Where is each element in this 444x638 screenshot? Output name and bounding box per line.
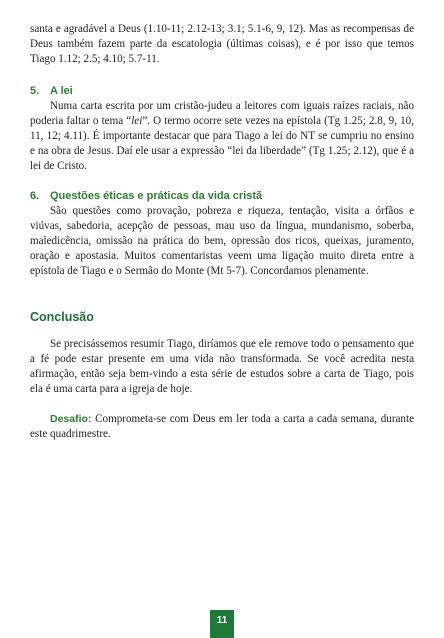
section-6-title: Questões éticas e práticas da vida cristã [50, 190, 263, 202]
conclusion-heading: Conclusão [30, 310, 94, 324]
section-5-heading [30, 84, 414, 99]
section-5-title: A lei [50, 85, 73, 97]
section-5-number: 5. [30, 85, 40, 97]
challenge-label: Desafio: [50, 413, 92, 425]
document-page [30, 22, 414, 442]
challenge-text: Comprometa-se com Deus em ler toda a carta a cada semana, durante este quadrimestre. [30, 413, 414, 440]
section-6-heading [30, 189, 414, 204]
section-6-paragraph: São questões como provação, pobreza e riqueza, tentação, visita a órfãos e viúvas, sabedoria, acepção de pessoas, mau uso da língua, mundanismo, soberba, maledicência, omissão na prática do bem, opressão dos ricos, queixas, juramento, oração e apostasia. Muitos comentaristas veem uma ligação muito direta entre a epístola de Tiago e o Sermão do Monte (Mt 5-7). Concordamos plenamente. [30, 205, 414, 277]
page-number: 11 [210, 610, 234, 638]
section-5-paragraph [30, 99, 414, 174]
section-5-text-before: Numa carta escrita por um cristão-judeu a leitores com iguais raízes raciais, não poderia faltar o tema “ [30, 100, 414, 127]
section-6-number: 6. [30, 190, 40, 202]
section-5-emphasis: lei [131, 115, 143, 127]
section-5-text-after: ”. O termo ocorre sete vezes na epístola (Tg 1.25; 2.8, 9, 10, 11, 12; 4.11). É importante destacar que para Tiago a lei do NT se cumpriu no ensino e na obra de Jesus. Daí ele usar a expressão “lei da liberdade” (Tg 1.25; 2.12), que é a lei de Cristo. [30, 115, 414, 172]
intro-paragraph: santa e agradável a Deus (1.10-11; 2.12-13; 3.1; 5.1-6, 9, 12). Mas as recompensas de Deus também fazem parte da escatologia (últimas coisas), e é por isso que temos Tiago 1.12; 2.5; 4.10; 5.7-11. [30, 23, 414, 65]
conclusion-paragraph: Se precisássemos resumir Tiago, diríamos que ele remove todo o pensamento que a fé pode estar presente em uma vida não transformada. Se você acredita nesta afirmação, então seja bem-vindo a esta série de estudos sobre a carta de Tiago, pois ela é uma carta para a igreja de hoje. [30, 338, 414, 395]
challenge-paragraph [30, 412, 414, 442]
